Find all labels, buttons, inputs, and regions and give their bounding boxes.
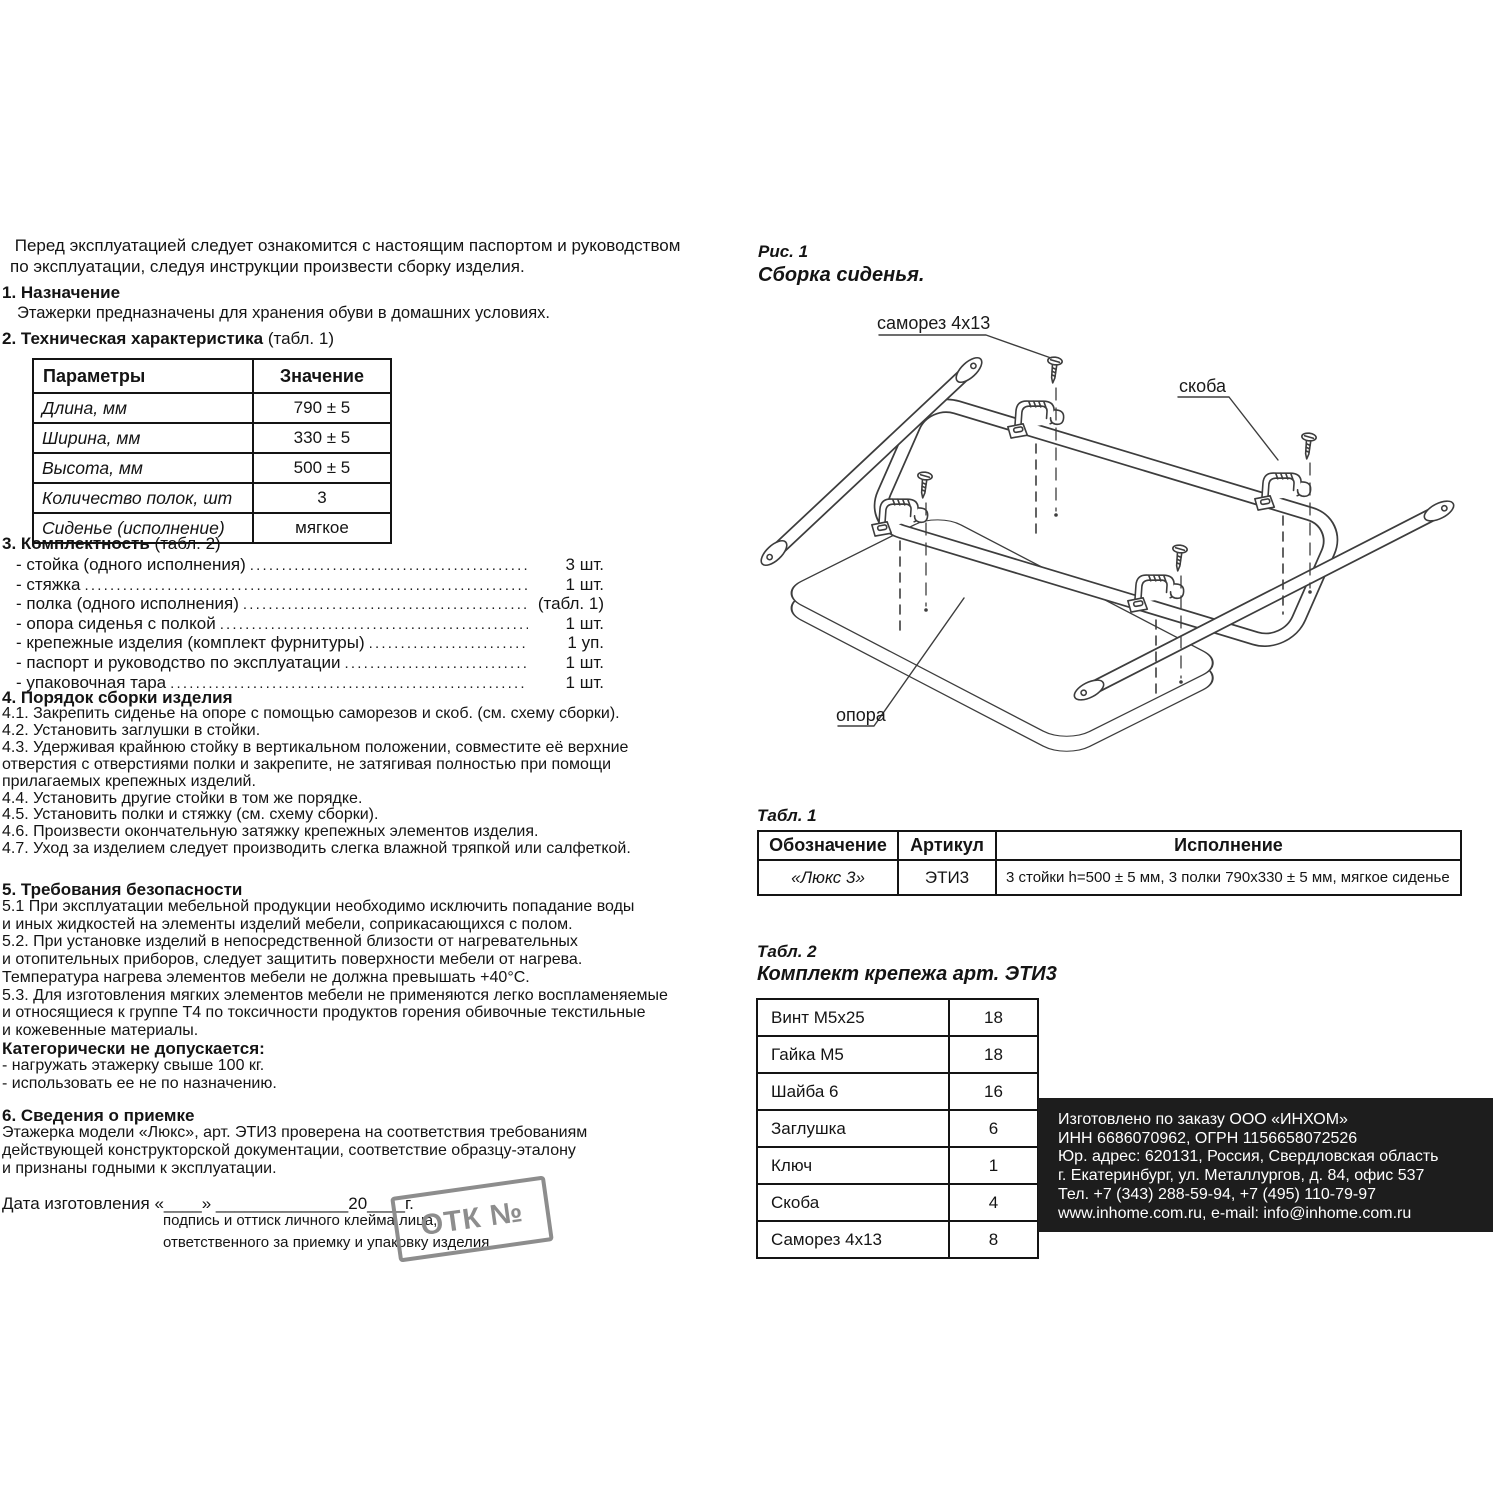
screw	[1171, 544, 1188, 571]
table-cell: 790 ± 5	[253, 393, 391, 423]
text-line: 5.1 При эксплуатации мебельной продукции необходимо исключить попадание воды	[2, 898, 635, 915]
section-5-title: 5. Требования безопасности	[2, 880, 243, 899]
text-line: и относящиеся к группе Т4 по токсичности продуктов горения обивочные текстильные	[2, 1004, 646, 1022]
text-line: по эксплуатации, следуя инструкции произвести сборку изделия.	[10, 256, 525, 276]
dotted-leader	[85, 576, 528, 596]
text-line: Температура нагрева элементов мебели не должна превышать +40°С.	[2, 968, 530, 986]
table-row	[757, 1110, 1038, 1147]
text-line: г. Екатеринбург, ул. Металлургов, д. 84, офис 537	[1058, 1167, 1425, 1185]
list-item-label: - опора сиденья с полкой	[16, 613, 216, 633]
text-line: и признаны годными к эксплуатации.	[2, 1159, 277, 1177]
list-item-label: - стяжка	[16, 574, 81, 594]
table-cell: Заглушка	[757, 1110, 949, 1147]
list-item-value: 1 шт.	[565, 574, 604, 594]
table-cell: «Люкс 3»	[758, 860, 898, 895]
table-cell: 18	[949, 1036, 1038, 1073]
list-item-value: 1 шт.	[565, 613, 604, 633]
list-item-value: 1 шт.	[565, 652, 604, 672]
label-screw: саморез 4x13	[877, 313, 991, 333]
list-item-label: - паспорт и руководство по эксплуатации	[16, 652, 341, 672]
table-cell: Скоба	[757, 1184, 949, 1221]
table-cell: 3 стойки h=500 ± 5 мм, 3 полки 790х330 ± 5 мм, мягкое сиденье	[996, 860, 1461, 895]
table-cell: Ширина, мм	[33, 423, 253, 453]
text-line: Юр. адрес: 620131, Россия, Свердловская область	[1058, 1148, 1439, 1166]
section-4-body	[2, 706, 631, 858]
table-cell: мягкое	[253, 513, 391, 543]
text-line: 4.1. Закрепить сиденье на опоре с помощью саморезов и скоб. (см. схему сборки).	[2, 705, 620, 722]
table-header-cell: Артикул	[898, 831, 996, 860]
section-6-body	[2, 1124, 587, 1177]
table-row	[33, 393, 391, 423]
table-header-row	[33, 359, 391, 393]
table-cell: 6	[949, 1110, 1038, 1147]
table-header-cell: Значение	[253, 359, 391, 393]
table-row	[757, 1147, 1038, 1184]
text-line: Изготовлено по заказу ООО «ИНХОМ»	[1058, 1111, 1348, 1128]
table-row	[757, 1184, 1038, 1221]
table-cell: Ключ	[757, 1147, 949, 1184]
table-row	[33, 483, 391, 513]
list-item	[16, 615, 604, 635]
dotted-leader	[250, 556, 528, 576]
table-cell: ЭТИ3	[898, 860, 996, 895]
list-item	[16, 654, 604, 674]
table-cell: 16	[949, 1073, 1038, 1110]
text-line: 4.3. Удерживая крайнюю стойку в вертикальном положении, совместите её верхние	[2, 738, 629, 756]
text-line: 4.7. Уход за изделием следует производить слегка влажной тряпкой или салфеткой.	[2, 840, 631, 858]
text-line: 4.2. Установить заглушки в стойки.	[2, 721, 261, 739]
text-line: 5.3. Для изготовления мягких элементов мебели не применяются легко воспламеняемые	[2, 986, 668, 1004]
section-2-title: 2. Техническая характеристика (табл. 1)	[2, 329, 334, 348]
tech-spec-table	[32, 358, 392, 544]
table-row	[757, 1036, 1038, 1073]
label-support: опора	[836, 705, 886, 725]
text-line: отверстия с отверстиями полки и закрепите, не затягивая полностью при помощи	[2, 755, 612, 773]
table2-subtitle: Комплект крепежа арт. ЭТИ3	[757, 963, 1057, 985]
screw	[1046, 356, 1063, 383]
table-cell: Шайба 6	[757, 1073, 949, 1110]
section-1-body: Этажерки предназначены для хранения обуви в домашних условиях.	[17, 304, 551, 322]
table-cell: 18	[949, 999, 1038, 1036]
hardware-kit-table	[756, 998, 1039, 1259]
dotted-leader	[220, 615, 528, 635]
section-1-title: 1. Назначение	[2, 283, 121, 302]
table-cell: Количество полок, шт	[33, 483, 253, 513]
table-row	[758, 860, 1461, 895]
section-3-title: 3. Комплектность (табл. 2)	[2, 534, 221, 553]
list-item	[16, 556, 604, 576]
screw	[1300, 432, 1317, 459]
text-line: ИНН 6686070962, ОГРН 1156658072526	[1058, 1129, 1358, 1147]
table1-caption: Табл. 1	[757, 806, 817, 825]
text-line: - использовать ее не по назначению.	[2, 1075, 277, 1092]
text-line: 5.2. При установке изделий в непосредственной близости от нагревательных	[2, 933, 578, 951]
list-item-label: - полка (одного исполнения)	[16, 594, 239, 614]
table-cell: 4	[949, 1184, 1038, 1221]
text-line: 4.6. Произвести окончательную затяжку крепежных элементов изделия.	[2, 823, 539, 841]
list-item-label: - крепежные изделия (комплект фурнитуры)	[16, 633, 365, 653]
table-row	[757, 1073, 1038, 1110]
text-line: и кожевенные материалы.	[2, 1021, 199, 1039]
model-spec-table	[757, 830, 1462, 896]
table-cell: Винт М5х25	[757, 999, 949, 1036]
table2-caption: Табл. 2	[757, 942, 817, 961]
text-line: действующей конструкторской документации, соответствие образцу-эталону	[2, 1141, 576, 1159]
figure-caption: Рис. 1	[758, 242, 809, 261]
dotted-leader	[369, 634, 528, 654]
text-line: 4.4. Установить другие стойки в том же порядке.	[2, 789, 363, 807]
text-line: - нагружать этажерку свыше 100 кг.	[2, 1057, 265, 1074]
table-cell: 1	[949, 1147, 1038, 1184]
table-cell: 500 ± 5	[253, 453, 391, 483]
text-line: 4.5. Установить полки и стяжку (см. схему сборки).	[2, 806, 379, 824]
contents-list	[16, 556, 604, 693]
text-line: www.inhome.com.ru, e-mail: info@inhome.com.ru	[1058, 1204, 1412, 1222]
table-header-row	[758, 831, 1461, 860]
list-item-label: - стойка (одного исполнения)	[16, 555, 246, 574]
table-cell: 3	[253, 483, 391, 513]
table-row	[757, 999, 1038, 1036]
table-cell: Гайка М5	[757, 1036, 949, 1073]
table-cell: Высота, мм	[33, 453, 253, 483]
table-cell: Саморез 4х13	[757, 1221, 949, 1258]
section-4-title: 4. Порядок сборки изделия	[2, 688, 233, 707]
list-item	[16, 595, 604, 615]
text-line: Этажерка модели «Люкс», арт. ЭТИ3 проверена на соответствия требованиям	[2, 1124, 588, 1141]
text-line: Перед эксплуатацией следует ознакомится с настоящим паспортом и руководством	[10, 236, 681, 255]
text-line: Тел. +7 (343) 288-59-94, +7 (495) 110-79-97	[1058, 1185, 1377, 1203]
forbidden-list	[2, 1057, 277, 1093]
screw	[916, 471, 933, 498]
table-row	[33, 453, 391, 483]
table-header-cell: Исполнение	[996, 831, 1461, 860]
label-clamp: скоба	[1179, 376, 1226, 396]
section-6-title: 6. Сведения о приемке	[2, 1106, 195, 1125]
list-item-label: - упаковочная тара	[16, 672, 167, 692]
list-item-value: (табл. 1)	[537, 594, 604, 614]
list-item	[16, 576, 604, 596]
dotted-leader	[243, 595, 528, 615]
list-item-value: 1 шт.	[565, 672, 604, 692]
table-cell: 8	[949, 1221, 1038, 1258]
section-5-body	[2, 898, 668, 1040]
table-cell: Сиденье (исполнение)	[33, 513, 253, 543]
table-row	[757, 1221, 1038, 1258]
text-line: и иных жидкостей на элементы изделий мебели, соприкасающихся с полом.	[2, 915, 573, 933]
table-row	[33, 423, 391, 453]
otk-stamp: ОТК №	[390, 1175, 554, 1262]
intro-paragraph	[10, 236, 680, 277]
assembly-figure	[756, 308, 1496, 788]
manufacturer-info-box	[1038, 1098, 1493, 1232]
table-header-cell: Обозначение	[758, 831, 898, 860]
list-item-value: 3 шт.	[565, 555, 604, 574]
text-line: ответственного за приемку и упаковку изделия	[163, 1234, 490, 1251]
forbidden-title: Категорически не допускается:	[2, 1039, 265, 1058]
manufacture-date-line: Дата изготовления «____» ______________20____г.	[2, 1194, 414, 1213]
dotted-leader	[345, 654, 529, 674]
text-line: и отопительных приборов, следует защитить поверхности мебели от нагрева.	[2, 951, 583, 969]
text-line: подпись и оттиск личного клейма лица,	[163, 1212, 438, 1229]
table-cell: 330 ± 5	[253, 423, 391, 453]
list-item-value: 1 уп.	[567, 633, 604, 653]
table-header-cell: Параметры	[33, 359, 253, 393]
figure-subcaption: Сборка сиденья.	[758, 264, 925, 286]
text-line: прилагаемых крепежных изделий.	[2, 772, 256, 790]
table-cell: Длина, мм	[33, 393, 253, 423]
list-item	[16, 634, 604, 654]
